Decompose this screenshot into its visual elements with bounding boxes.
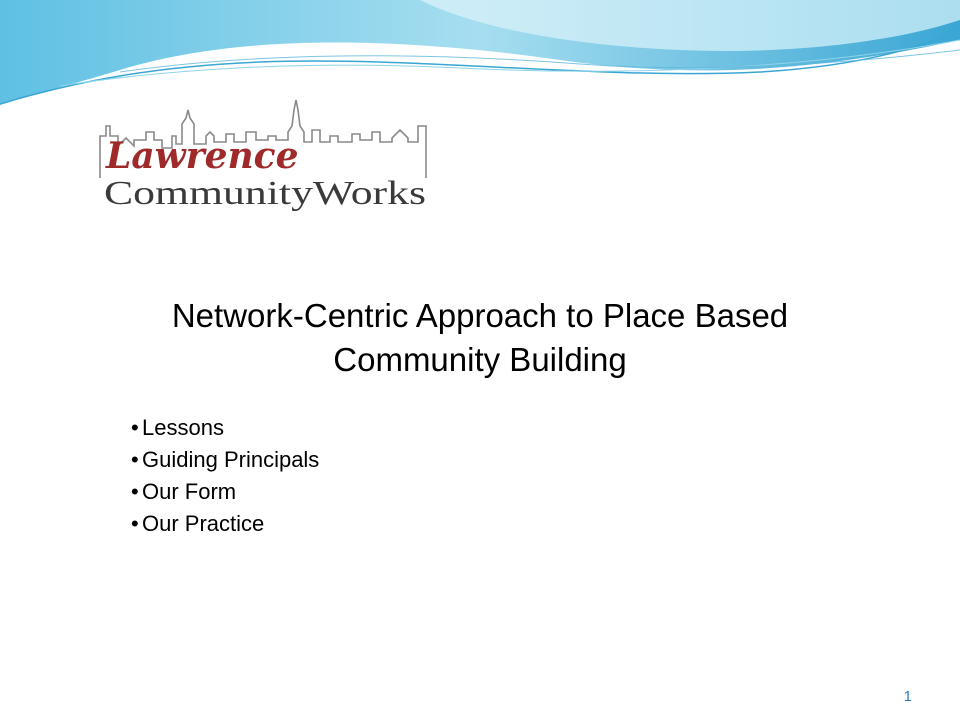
bullet-icon: • xyxy=(131,447,139,472)
slide-title-line-2: Community Building xyxy=(333,341,627,378)
agenda-item-lessons: • Lessons xyxy=(131,412,319,444)
bullet-icon: • xyxy=(131,511,139,536)
page-number: 1 xyxy=(903,688,912,705)
bullet-icon: • xyxy=(131,479,139,504)
slide-title-line-1: Network-Centric Approach to Place Based xyxy=(171,297,789,334)
bullet-icon: • xyxy=(131,415,139,440)
agenda-item-our-form: • Our Form xyxy=(131,476,319,508)
logo-line1-text: Lawrence xyxy=(106,135,299,177)
agenda-item-guiding-principals: • Guiding Principals xyxy=(131,444,319,476)
organization-logo xyxy=(96,96,436,218)
slide-title xyxy=(100,294,860,382)
agenda-list xyxy=(131,412,319,540)
logo-line2-text: CommunityWorks xyxy=(104,175,426,212)
agenda-item-our-practice: • Our Practice xyxy=(131,508,319,540)
